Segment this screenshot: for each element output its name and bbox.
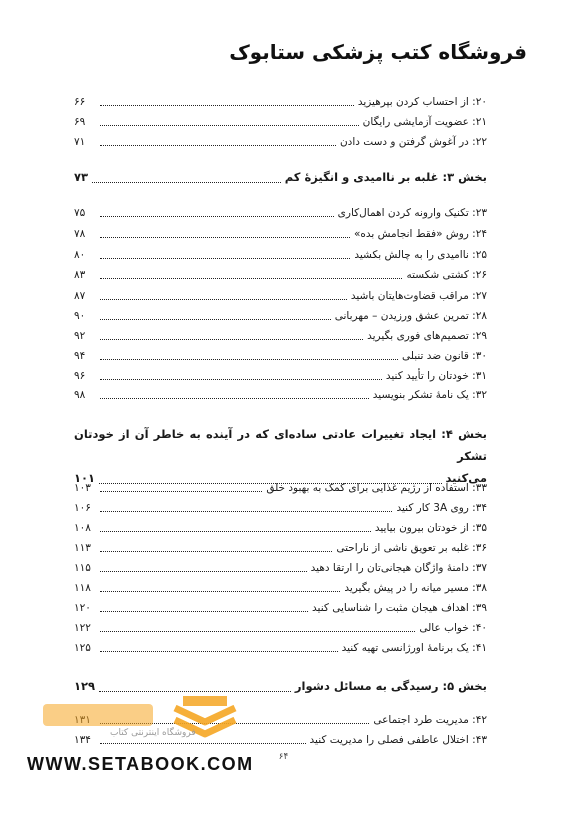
toc-entry <box>74 206 487 220</box>
toc-entry-page: ۱۰۸ <box>74 522 91 534</box>
toc-entry <box>74 95 487 109</box>
toc-entry-title: ۲۱: عضویت آزمایشی رایگان <box>362 116 487 128</box>
section-title-line2: می‌کنید <box>445 471 487 485</box>
toc-entry-page: ۱۱۵ <box>74 562 91 574</box>
toc-entry-page: ۶۹ <box>74 116 86 128</box>
toc-entry <box>74 248 487 262</box>
toc-entry-page: ۱۲۰ <box>74 602 91 614</box>
toc-entry-title: ۲۶: کشتی شکسته <box>406 269 487 281</box>
toc-entry <box>74 349 487 363</box>
toc-entry-title: ۲۸: تمرین عشق ورزیدن – مهربانی <box>334 310 487 322</box>
page-header-title: فروشگاه کتب پزشکی ستابوک <box>229 40 527 64</box>
toc-entry <box>74 541 487 555</box>
toc-entry <box>74 621 487 635</box>
toc-entry-page: ۱۳۴ <box>74 734 91 746</box>
dot-leader <box>100 216 334 217</box>
toc-entry <box>74 561 487 575</box>
watermark-url: WWW.SETABOOK.COM <box>27 754 254 774</box>
setabook-watermark-logo <box>25 690 255 780</box>
section-page: ۷۳ <box>74 170 89 184</box>
toc-entry-title: ۳۹: اهداف هیجان مثبت را شناسایی کنید <box>312 602 487 614</box>
toc-entry-page: ۱۱۳ <box>74 542 91 554</box>
toc-entry-title: ۳۴: روی 3A کار کنید <box>396 502 487 514</box>
toc-entry-page: ۱۰۶ <box>74 502 91 514</box>
dot-leader <box>100 339 363 340</box>
section-heading <box>74 166 487 188</box>
toc-entry-title: ۲۴: روش «فقط انجامش بده» <box>353 228 487 240</box>
section-heading <box>74 423 487 489</box>
toc-entry-title: ۳۸: مسیر میانه را در پیش بگیرید <box>344 582 487 594</box>
page-number-marker: ۶۴ <box>278 752 289 762</box>
toc-entry-title: ۲۷: مراقب قضاوت‌هایتان باشید <box>350 290 487 302</box>
toc-entry-title: ۲۵: ناامیدی را به چالش بکشید <box>354 249 487 261</box>
dot-leader <box>100 237 350 238</box>
section-title: بخش ۳: غلبه بر ناامیدی و انگیزهٔ کم <box>284 170 487 184</box>
toc-entry-title: ۳۶: غلبه بر تعویق ناشی از ناراحتی <box>336 542 487 554</box>
toc-entry-title: ۲۳: تکنیک وارونه کردن اهمال‌کاری <box>337 207 487 219</box>
toc-entry <box>74 289 487 303</box>
toc-entry <box>74 388 487 402</box>
toc-entry <box>74 135 487 149</box>
toc-entry <box>74 227 487 241</box>
dot-leader <box>100 319 331 320</box>
toc-entry <box>74 521 487 535</box>
toc-entry-title: ۲۰: از احتساب کردن بپرهیزید <box>357 96 487 108</box>
toc-entry <box>74 369 487 383</box>
toc-entry-page: ۷۵ <box>74 207 86 219</box>
dot-leader <box>100 398 369 399</box>
toc-entry <box>74 601 487 615</box>
toc-entry-title: ۳۱: خودتان را تأیید کنید <box>385 370 487 382</box>
toc-entry-page: ۹۴ <box>74 350 86 362</box>
dot-leader <box>100 145 336 146</box>
toc-entry-page: ۶۶ <box>74 96 86 108</box>
toc-entry-page: ۱۲۵ <box>74 642 91 654</box>
toc-entry-page: ۷۱ <box>74 136 86 148</box>
dot-leader <box>100 571 307 572</box>
book-logo-icon <box>25 690 255 754</box>
toc-entry-page: ۱۲۲ <box>74 622 91 634</box>
toc-entry <box>74 268 487 282</box>
dot-leader <box>100 278 402 279</box>
toc-entry <box>74 581 487 595</box>
toc-entry-page: ۹۲ <box>74 330 86 342</box>
toc-entry-title: ۴۰: خواب عالی <box>419 622 487 634</box>
toc-entry <box>74 641 487 655</box>
toc-entry-title: ۴۱: یک برنامهٔ اورژانسی تهیه کنید <box>341 642 487 654</box>
watermark-tagline: فروشگاه اینترنتی کتاب <box>110 728 196 738</box>
toc-entry-page: ۸۷ <box>74 290 86 302</box>
toc-entry-page: ۸۳ <box>74 269 86 281</box>
toc-entry-page: ۸۰ <box>74 249 86 261</box>
toc-entry <box>74 501 487 515</box>
toc-entry-page: ۹۸ <box>74 389 86 401</box>
dot-leader <box>100 258 350 259</box>
toc-entry-page: ۷۸ <box>74 228 86 240</box>
toc-entry-title: ۳۵: از خودتان بیرون بیایید <box>374 522 487 534</box>
dot-leader <box>100 511 392 512</box>
toc-entry-title: ۲۹: تصمیم‌های فوری بگیرید <box>367 330 487 342</box>
toc-entry-page: ۹۰ <box>74 310 86 322</box>
toc-entry <box>74 329 487 343</box>
section-title: بخش ۵: رسیدگی به مسائل دشوار <box>294 679 487 693</box>
toc-entry-title: ۲۲: در آغوش گرفتن و دست دادن <box>339 136 487 148</box>
section-page: ۱۰۱ <box>74 471 96 485</box>
dot-leader <box>100 631 415 632</box>
dot-leader <box>100 531 371 532</box>
section-page: ۱۲۹ <box>74 679 96 693</box>
dot-leader <box>100 125 359 126</box>
toc-entry <box>74 309 487 323</box>
dot-leader <box>100 491 262 492</box>
toc-entry <box>74 115 487 129</box>
toc-entry-title: ۳۷: دامنهٔ واژگان هیجانی‌تان را ارتقا دهید <box>310 562 487 574</box>
toc-entry-page: ۱۰۳ <box>74 482 91 494</box>
dot-leader <box>100 105 354 106</box>
toc-entry-title: ۳۲: یک نامهٔ تشکر بنویسید <box>372 389 487 401</box>
toc-entry-page: ۱۱۸ <box>74 582 91 594</box>
toc-entry-title: ۳۳: استفاده از رژیم غذایی برای کمک به بهبود خلق <box>266 482 487 494</box>
dot-leader <box>100 359 398 360</box>
dot-leader <box>100 651 338 652</box>
dot-leader <box>100 611 308 612</box>
toc-entry-title: ۳۰: قانون ضد تنبلی <box>401 350 487 362</box>
dot-leader <box>100 379 382 380</box>
section-title-line1: بخش ۴: ایجاد تغییرات عادتی ساده‌ای که در آینده به خاطر آن از خودتان تشکر <box>74 427 487 463</box>
toc-entry-page: ۹۶ <box>74 370 86 382</box>
dot-leader <box>100 299 347 300</box>
toc-entry-title: ۴۲: مدیریت طرد اجتماعی <box>373 714 487 726</box>
dot-leader <box>100 591 340 592</box>
dot-leader <box>92 182 281 183</box>
toc-entry <box>74 481 487 495</box>
dot-leader <box>100 551 332 552</box>
toc-entry-title: ۴۳: اختلال عاطفی فصلی را مدیریت کنید <box>309 734 487 746</box>
